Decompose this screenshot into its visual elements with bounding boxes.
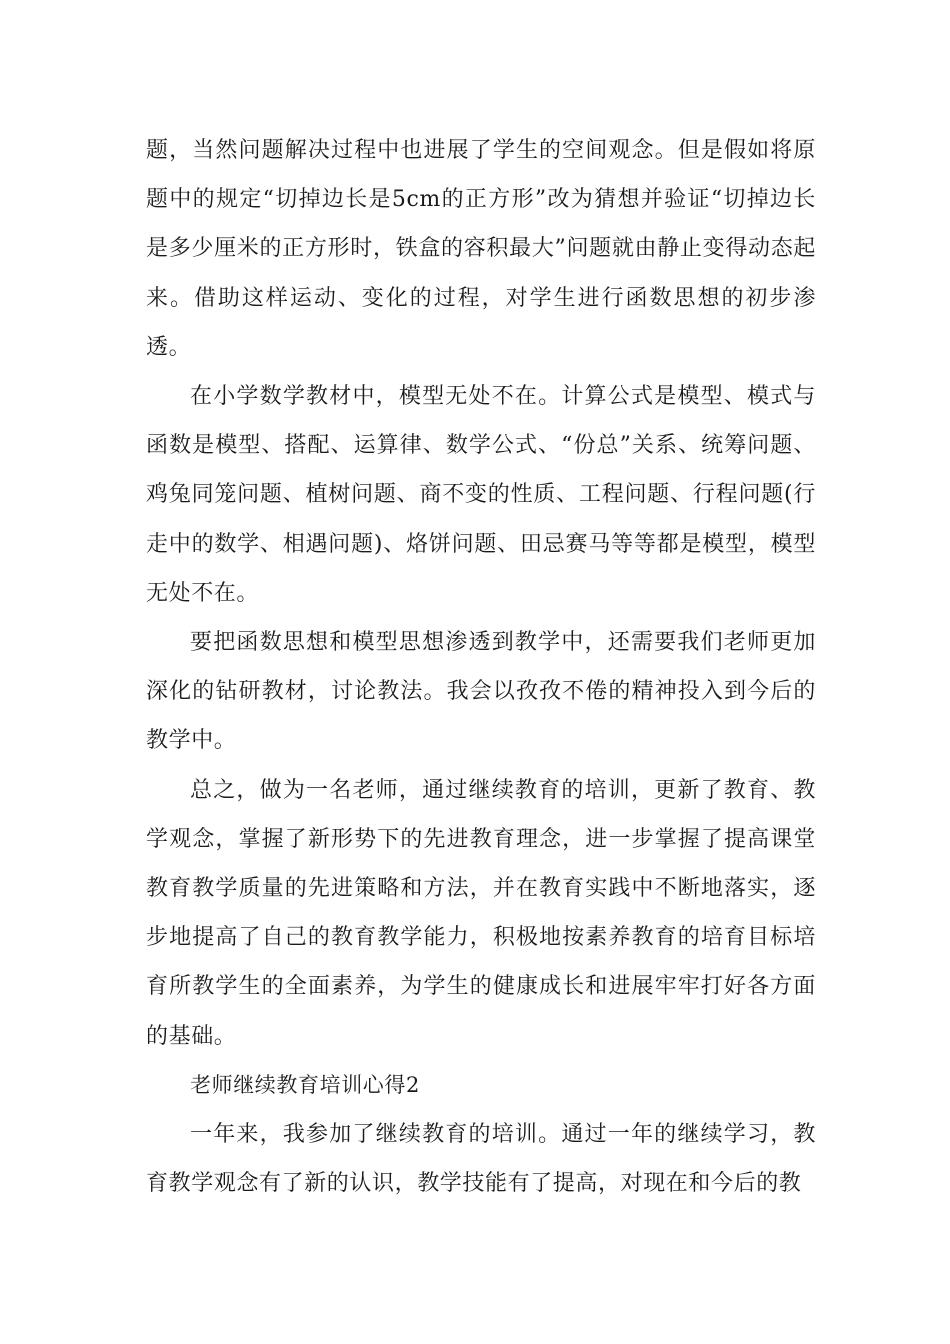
paragraph-continued: 题，当然问题解决过程中也进展了学生的空间观念。但是假如将原题中的规定“切掉边长是5cm的正方形”改为猜想并验证“切掉边长是多少厘米的正方形时，铁盒的容积最大”问题就由静止变得动态起来。借助这样运动、变化的过程，对学生进行函数思想的初步渗透。: [146, 138, 816, 360]
paragraph-intro: 一年来，我参加了继续教育的培训。通过一年的继续学习，教育教学观念有了新的认识，教学技能有了提高，对现在和今后的教: [146, 1122, 816, 1197]
paragraph-models: 在小学数学教材中，模型无处不在。计算公式是模型、模式与函数是模型、搭配、运算律、数学公式、“份总”关系、统筹问题、鸡兔同笼问题、植树问题、商不变的性质、工程问题、行程问题(行走中的数学、相遇问题)、烙饼问题、田忌赛马等等都是模型，模型无处不在。: [146, 384, 816, 606]
document-body: [146, 126, 816, 1208]
section-heading: 老师继续教育培训心得2: [190, 1072, 420, 1097]
paragraph-teaching: 要把函数思想和模型思想渗透到教学中，还需要我们老师更加深化的钻研教材，讨论教法。我会以孜孜不倦的精神投入到今后的教学中。: [146, 630, 816, 754]
paragraph-summary: 总之，做为一名老师，通过继续教育的培训，更新了教育、教学观念，掌握了新形势下的先进教育理念，进一步掌握了提高课堂教育教学质量的先进策略和方法，并在教育实践中不断地落实，逐步地提高了自己的教育教学能力，积极地按素养教育的培育目标培育所教学生的全面素养，为学生的健康成长和进展牢牢打好各方面的基础。: [146, 777, 816, 1049]
